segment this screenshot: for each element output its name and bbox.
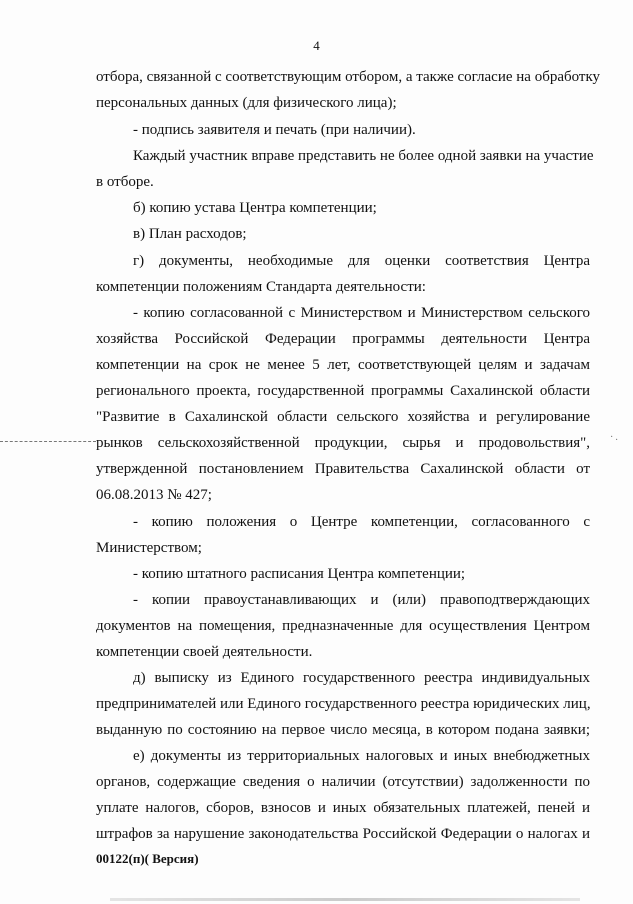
text-line: отбора, связанной с соответствующим отбором, а также согласие на обработку <box>96 69 601 85</box>
text-line: выданную по состоянию на первое число месяца, в котором подана заявки; <box>96 722 590 738</box>
scan-bottom-edge <box>110 898 580 901</box>
text-line: утвержденной постановлением Правительства Сахалинской области от <box>96 461 590 477</box>
text-line: документов на помещения, предназначенные для осуществления Центром <box>96 618 590 634</box>
text-line: - копию согласованной с Министерством и Министерством сельского <box>133 305 590 321</box>
scan-dots: ·. <box>610 432 620 443</box>
text-line: компетенции своей деятельности. <box>96 644 313 660</box>
text-line: е) документы из территориальных налоговых и иных внебюджетных <box>133 748 590 764</box>
scan-fold-line <box>0 441 96 442</box>
text-line: - копию штатного расписания Центра компетенции; <box>133 566 466 582</box>
text-line: Министерством; <box>96 540 202 556</box>
text-line: д) выписку из Единого государственного реестра индивидуальных <box>133 670 590 686</box>
text-line: - копию положения о Центре компетенции, согласованного с <box>133 514 590 530</box>
text-line: - копии правоустанавливающих и (или) правоподтверждающих <box>133 592 590 608</box>
text-line: в) План расходов; <box>133 226 247 242</box>
document-footer: 00122(п)( Версия) <box>96 851 199 866</box>
text-line: предпринимателей или Единого государственного реестра юридических лиц, <box>96 696 591 712</box>
text-line: уплате налогов, сборов, взносов и иных обязательных платежей, пеней и <box>96 800 590 816</box>
text-line: б) копию устава Центра компетенции; <box>133 200 377 216</box>
text-line: персональных данных (для физического лица); <box>96 95 397 111</box>
text-line: Каждый участник вправе представить не более одной заявки на участие <box>133 148 594 164</box>
text-line: рынков сельскохозяйственной продукции, сырья и продовольствия", <box>96 435 590 451</box>
text-line: штрафов за нарушение законодательства Российской Федерации о налогах и <box>96 826 590 842</box>
text-line: г) документы, необходимые для оценки соответствия Центра <box>133 253 590 269</box>
text-line: компетенции положениям Стандарта деятельности: <box>96 279 426 295</box>
text-line: 06.08.2013 № 427; <box>96 487 212 503</box>
text-line: органов, содержащие сведения о наличии (отсутствии) задолженности по <box>96 774 590 790</box>
text-line: регионального проекта, государственной программы Сахалинской области <box>96 383 590 399</box>
text-line: - подпись заявителя и печать (при наличии). <box>133 122 416 138</box>
text-line: хозяйства Российской Федерации программы деятельности Центра <box>96 331 590 347</box>
text-line: компетенции на срок не менее 5 лет, соответствующей целям и задачам <box>96 357 590 373</box>
text-line: в отборе. <box>96 174 154 190</box>
page-number: 4 <box>313 38 320 53</box>
text-line: "Развитие в Сахалинской области сельского хозяйства и регулирование <box>96 409 590 425</box>
